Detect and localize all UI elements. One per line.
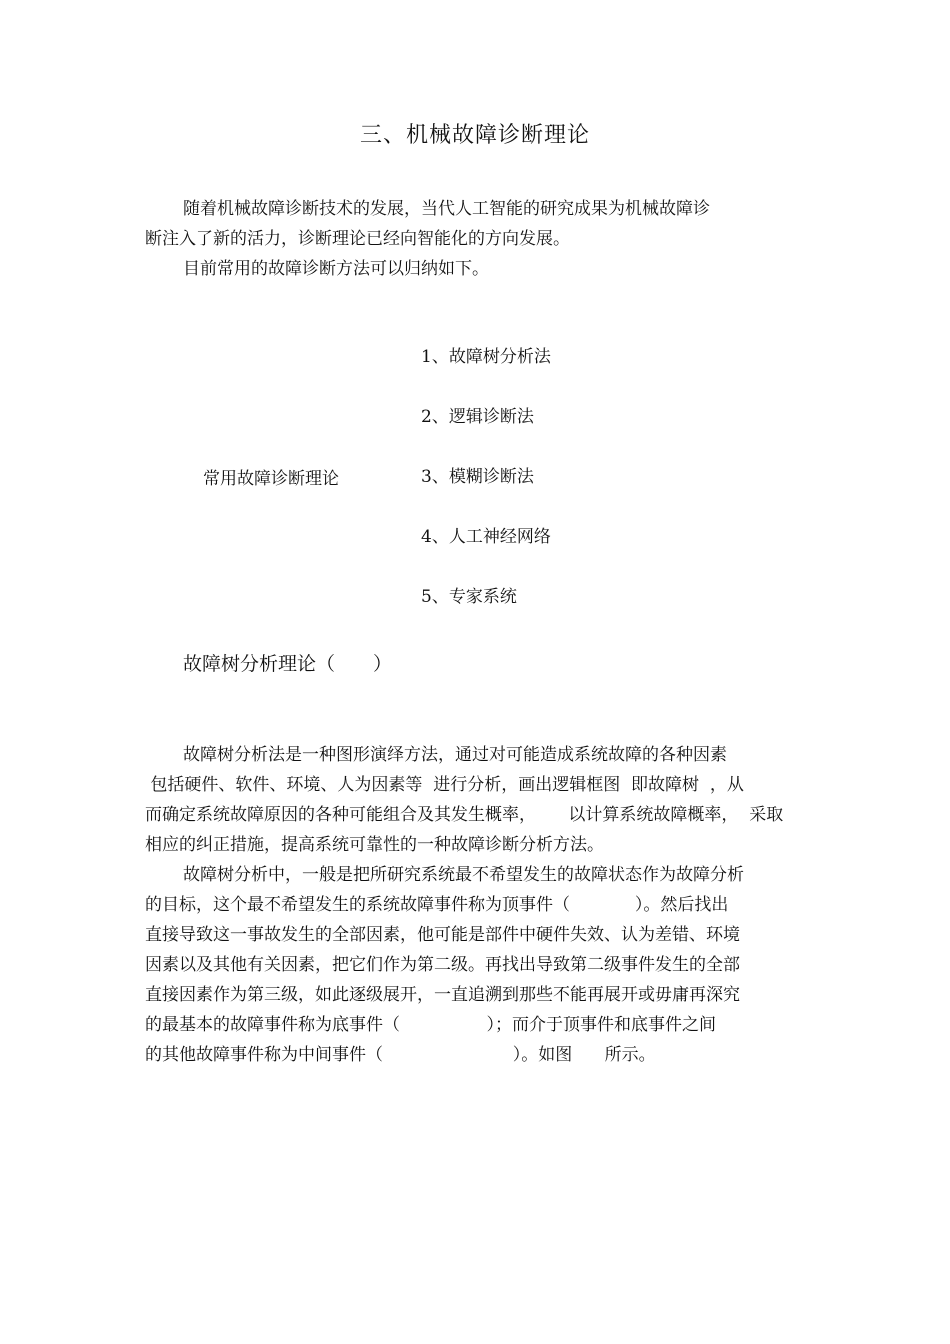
methods-label: 常用故障诊断理论: [203, 469, 339, 489]
text-line: 的其他故障事件称为中间事件（ ）。如图 所示。: [145, 1045, 656, 1065]
methods-list: [421, 342, 551, 642]
text-line: 故障树分析法是一种图形演绎方法，通过对可能造成系统故障的各种因素: [183, 745, 727, 765]
list-item: 2、逻辑诊断法: [421, 407, 534, 427]
text-line: 断注入了新的活力，诊断理论已经向智能化的方向发展。: [145, 229, 570, 249]
text-line: 的最基本的故障事件称为底事件（ ）；而介于顶事件和底事件之间: [145, 1015, 716, 1035]
list-item: 4、人工神经网络: [421, 527, 551, 547]
list-item: 5、专家系统: [421, 587, 517, 607]
text-line: 因素以及其他有关因素，把它们作为第二级。再找出导致第二级事件发生的全部: [145, 955, 740, 975]
text-line: 直接因素作为第三级，如此逐级展开，一直追溯到那些不能再展开或毋庸再深究: [145, 985, 740, 1005]
text-line: 直接导致这一事故发生的全部因素，他可能是部件中硬件失效、认为差错、环境: [145, 925, 740, 945]
text-line: 目前常用的故障诊断方法可以归纳如下。: [183, 259, 489, 279]
text-line: 而确定系统故障原因的各种可能组合及其发生概率， 以计算系统故障概率， 采取: [145, 805, 784, 825]
intro-paragraph: [145, 194, 815, 284]
text-line: 相应的纠正措施，提高系统可靠性的一种故障诊断分析方法。: [145, 835, 604, 855]
fault-tree-paragraph-1: [145, 740, 815, 860]
page-title: 三、机械故障诊断理论: [359, 123, 590, 148]
text-line: 包括硬件、软件、环境、人为因素等 进行分析，画出逻辑框图 即故障树 ，从: [145, 775, 744, 795]
text-line: 故障树分析中，一般是把所研究系统最不希望发生的故障状态作为故障分析: [183, 865, 744, 885]
list-item: 1、故障树分析法: [421, 347, 551, 367]
fault-tree-paragraph-2: [145, 860, 815, 1070]
text-line: 随着机械故障诊断技术的发展，当代人工智能的研究成果为机械故障诊: [183, 199, 710, 219]
list-item: 3、模糊诊断法: [421, 467, 534, 487]
text-line: 的目标，这个最不希望发生的系统故障事件称为顶事件（ ）。然后找出: [145, 895, 729, 915]
section-heading: 故障树分析理论（ ）: [183, 653, 393, 675]
